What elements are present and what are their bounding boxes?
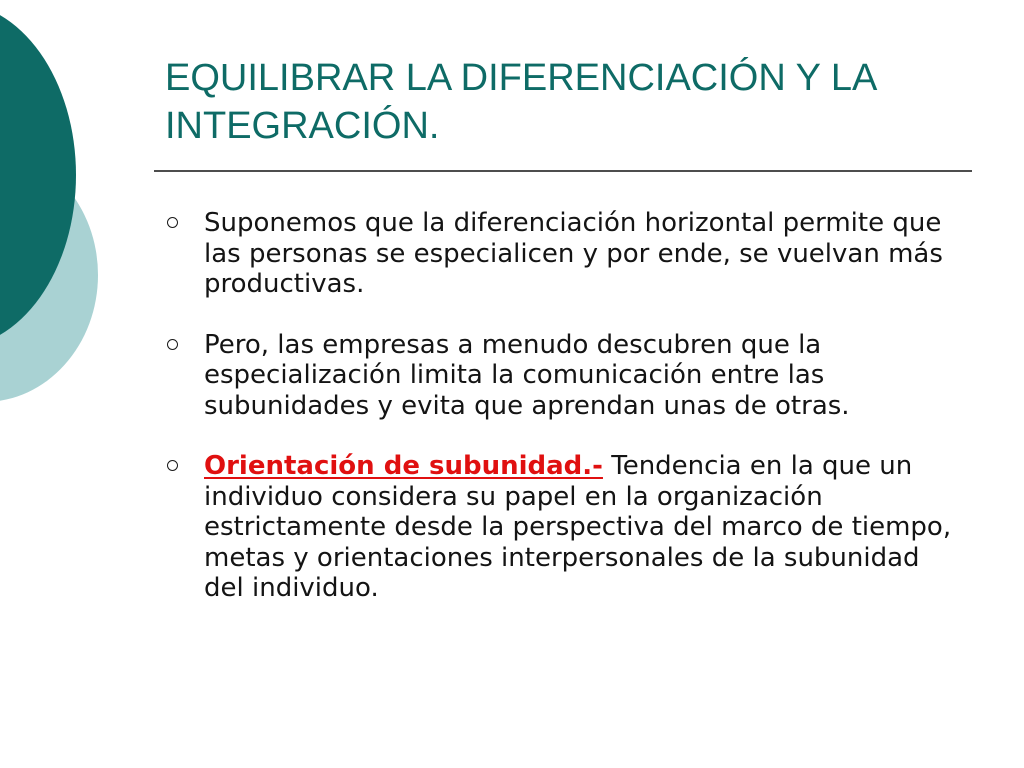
bullet-item xyxy=(167,451,967,604)
bullet-text: Suponemos que la diferenciación horizontal permite que las personas se especialicen y por ende, se vuelvan más productivas. xyxy=(204,208,943,299)
slide-title: EQUILIBRAR LA DIFERENCIACIÓN Y LA INTEGRACIÓN. xyxy=(165,57,876,147)
bullet-item xyxy=(167,330,967,422)
defined-term: Orientación de subunidad.- xyxy=(204,451,603,481)
title-divider xyxy=(154,170,972,172)
hollow-circle-bullet-icon xyxy=(167,217,178,228)
bullet-item xyxy=(167,208,967,300)
bullet-text: Pero, las empresas a menudo descubren que la especialización limita la comunicación entre las subunidades y evita que aprendan unas de otras. xyxy=(204,329,850,421)
bullet-text: Tendencia en la que un individuo considera su papel en la organización estrictamente desde la perspectiva del marco de tiempo, metas y orientaciones interpersonales de la subunidad del individuo. xyxy=(204,451,952,603)
bullet-list xyxy=(167,208,967,634)
hollow-circle-bullet-icon xyxy=(167,339,178,350)
hollow-circle-bullet-icon xyxy=(167,460,178,471)
